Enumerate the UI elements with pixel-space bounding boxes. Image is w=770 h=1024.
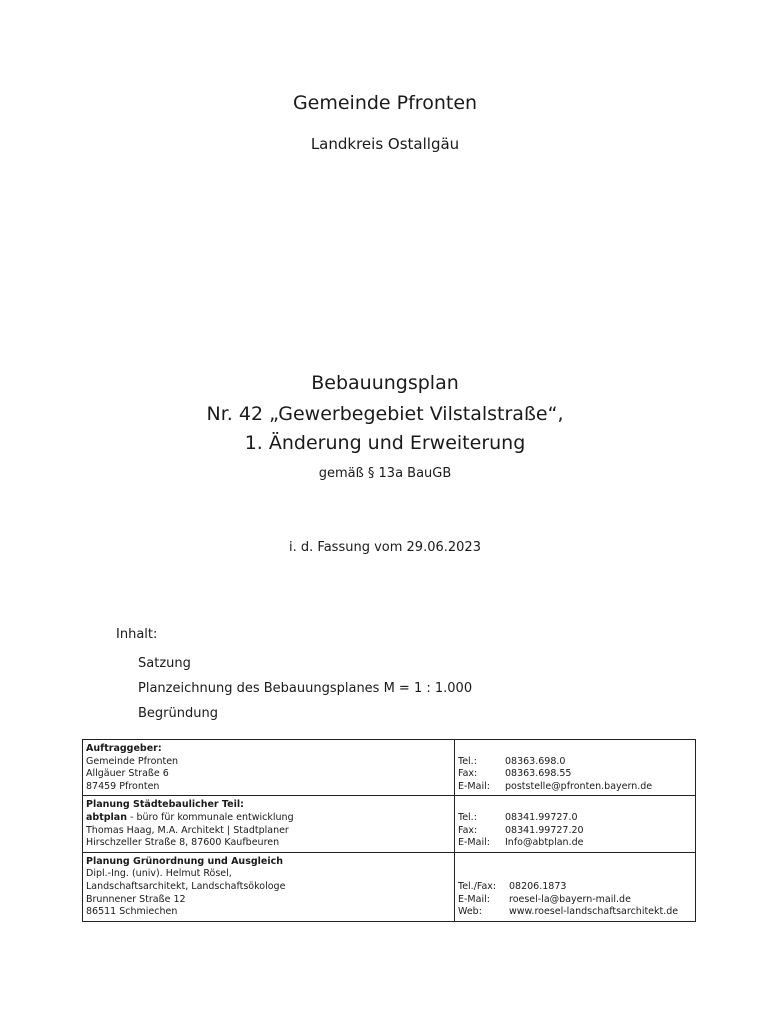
green-planning-contact-cell xyxy=(455,852,696,921)
contact-key: E-Mail: xyxy=(458,893,490,905)
municipality-name: Gemeinde Pfronten xyxy=(292,92,478,114)
contact-key: E-Mail: xyxy=(458,780,490,792)
green-planning-phone: 08206.1873 xyxy=(509,880,567,892)
plan-number-title: Nr. 42 „Gewerbegebiet Vilstalstraße“, xyxy=(206,403,564,425)
contact-key: Tel./Fax: xyxy=(458,880,497,892)
contact-key: Fax: xyxy=(458,768,478,780)
client-address-cell xyxy=(83,740,455,796)
contact-key: E-Mail: xyxy=(458,837,490,849)
green-planning-line: Brunnener Straße 12 xyxy=(86,893,186,905)
client-heading: Auftraggeber: xyxy=(86,743,162,754)
plan-change-title: 1. Änderung und Erweiterung xyxy=(244,432,526,454)
urban-planning-heading: Planung Städtebaulicher Teil: xyxy=(86,799,244,811)
urban-planning-phone: 08341.99727.0 xyxy=(505,811,578,823)
urban-planning-fax: 08341.99727.20 xyxy=(505,824,584,836)
contents-list xyxy=(116,651,472,726)
green-planning-line: Landschaftsarchitekt, Landschaftsökologe xyxy=(86,880,286,892)
client-line: Gemeinde Pfronten xyxy=(86,755,179,767)
green-planning-line: 86511 Schmiechen xyxy=(86,906,178,918)
green-planning-heading: Planung Grünordnung und Ausgleich xyxy=(86,855,283,867)
green-planning-row xyxy=(83,852,696,921)
client-email: poststelle@pfronten.bayern.de xyxy=(505,780,653,792)
urban-planning-row xyxy=(83,796,696,852)
contact-key: Fax: xyxy=(458,824,478,836)
contact-key: Web: xyxy=(458,906,482,918)
green-planning-line: Dipl.-Ing. (univ). Helmut Rösel, xyxy=(86,868,232,880)
urban-planning-line: Thomas Haag, M.A. Architekt | Stadtplaner xyxy=(86,824,289,836)
firm-description: - büro für kommunale entwicklung xyxy=(126,811,294,823)
urban-planning-email: Info@abtplan.de xyxy=(505,837,584,849)
client-contact-cell xyxy=(455,740,696,796)
contents-item: Begründung xyxy=(138,706,218,721)
client-line: 87459 Pfronten xyxy=(86,780,160,792)
client-line: Allgäuer Straße 6 xyxy=(86,768,169,780)
client-phone: 08363.698.0 xyxy=(505,755,566,767)
contact-key: Tel.: xyxy=(458,811,477,823)
document-type: Bebauungsplan xyxy=(311,372,459,394)
green-planning-web: www.roesel-landschaftsarchitekt.de xyxy=(509,906,679,918)
client-row xyxy=(83,740,696,796)
urban-planning-firm xyxy=(86,812,450,825)
contents-label: Inhalt: xyxy=(116,627,158,642)
contents-item: Satzung xyxy=(138,656,191,671)
firm-name: abtplan xyxy=(86,811,127,823)
contents-section xyxy=(116,627,472,726)
urban-planning-contact-cell xyxy=(455,796,696,852)
green-planning-email: roesel-la@bayern-mail.de xyxy=(509,893,631,905)
contact-key: Tel.: xyxy=(458,755,477,767)
green-planning-address-cell xyxy=(83,852,455,921)
district-name: Landkreis Ostallgäu xyxy=(310,135,460,153)
client-fax: 08363.698.55 xyxy=(505,768,572,780)
urban-planning-address-cell xyxy=(83,796,455,852)
version-date: i. d. Fassung vom 29.06.2023 xyxy=(289,540,481,555)
contents-item: Planzeichnung des Bebauungsplanes M = 1 : 1.000 xyxy=(138,681,473,696)
urban-planning-line: Hirschzeller Straße 8, 87600 Kaufbeuren xyxy=(86,837,280,849)
contacts-table xyxy=(82,739,696,922)
legal-basis: gemäß § 13a BauGB xyxy=(318,466,452,481)
